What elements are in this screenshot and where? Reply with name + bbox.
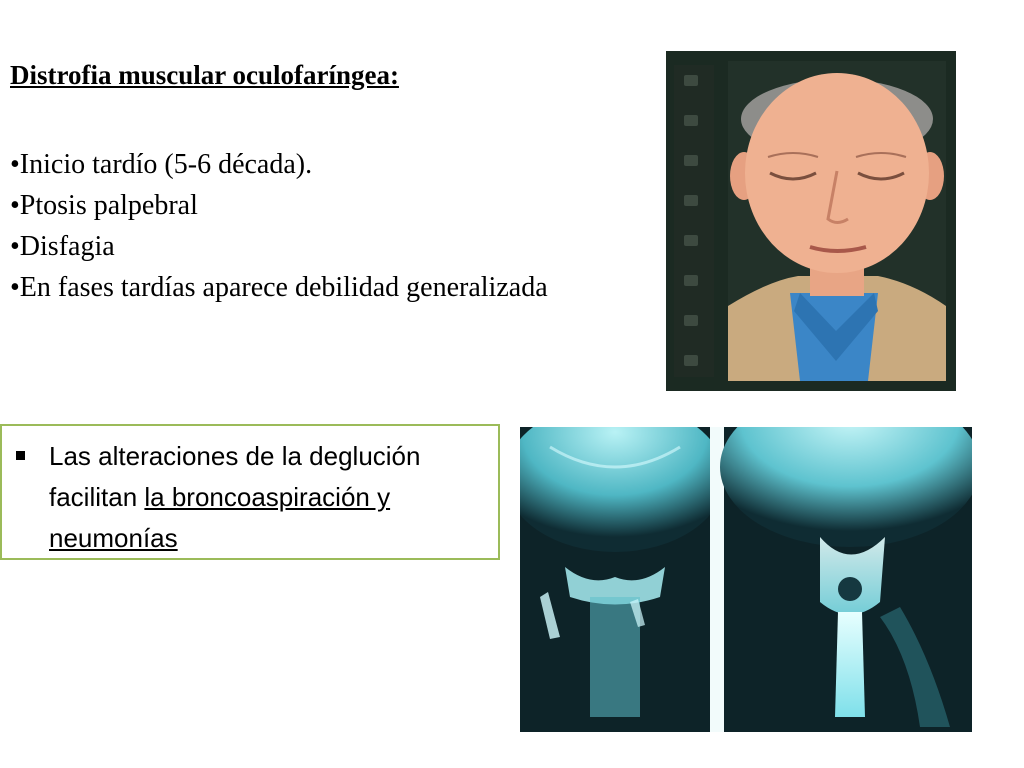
callout-box: [0, 424, 500, 560]
slide-title: Distrofia muscular oculofaríngea:: [10, 60, 399, 90]
patient-photo: [666, 51, 956, 391]
callout-text-plain: Las alteraciones de la deglución facilitan: [49, 441, 421, 512]
patient-face-image: [728, 61, 946, 381]
square-bullet-icon: [16, 451, 25, 460]
bullet-item: •Inicio tardío (5-6 década).: [10, 149, 313, 180]
xray-images: [520, 427, 972, 732]
xray-illustration: [520, 427, 972, 732]
patient-face-illustration: [728, 61, 946, 381]
callout-text-underlined: la broncoaspiración y neumonías: [49, 482, 391, 553]
bullet-item: •En fases tardías aparece debilidad generalizada: [10, 272, 548, 303]
bullet-list: [10, 144, 548, 308]
callout-text: [49, 436, 489, 559]
bullet-item: •Ptosis palpebral: [10, 190, 198, 221]
film-strip: [674, 65, 714, 377]
bullet-item: •Disfagia: [10, 231, 115, 262]
